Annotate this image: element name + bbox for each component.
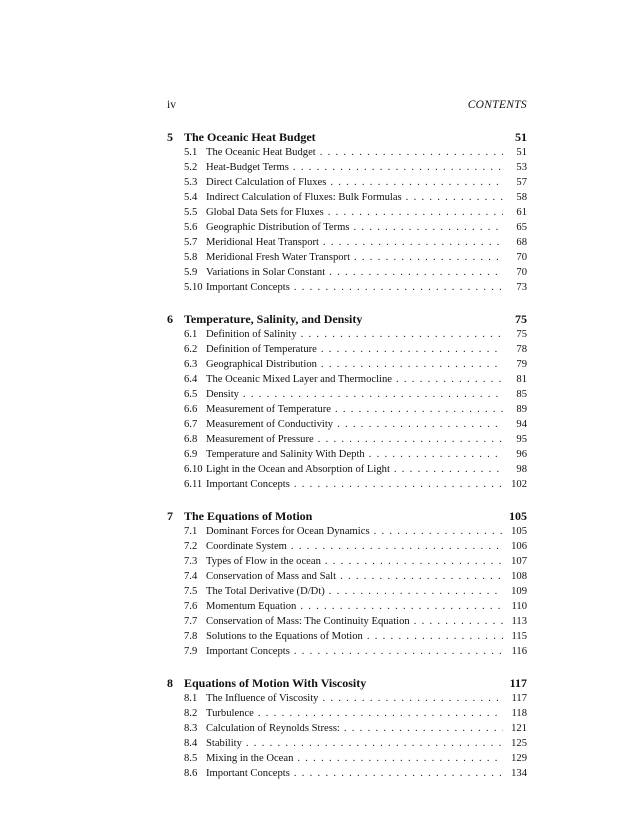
- section-line: [206, 768, 527, 779]
- dot-leader: [323, 237, 503, 248]
- section-line: [206, 556, 527, 567]
- section-title: The Oceanic Heat Budget: [206, 147, 316, 158]
- dot-leader: [328, 207, 503, 218]
- section-line: [206, 419, 527, 430]
- chapter-title: Temperature, Salinity, and Density: [184, 312, 363, 326]
- section-title: The Influence of Viscosity: [206, 693, 319, 704]
- section-page-number: 102: [511, 479, 527, 490]
- section-page-number: 134: [511, 768, 527, 779]
- toc-entry[interactable]: [167, 329, 527, 344]
- section-page-number: 79: [516, 359, 527, 370]
- chapter-block: [167, 130, 527, 297]
- toc-entry[interactable]: [167, 646, 527, 661]
- running-title: CONTENTS: [467, 99, 527, 111]
- section-number: 5.7: [184, 237, 198, 248]
- toc-entry[interactable]: [167, 723, 527, 738]
- dot-leader: [369, 449, 503, 460]
- section-page-number: 68: [516, 237, 527, 248]
- section-page-number: 61: [516, 207, 527, 218]
- dot-leader: [293, 162, 503, 173]
- section-line: [206, 329, 527, 340]
- chapter-block: [167, 676, 527, 783]
- dot-leader: [344, 723, 503, 734]
- section-title: Definition of Salinity: [206, 329, 297, 340]
- toc-entry[interactable]: [167, 222, 527, 237]
- section-line: [206, 207, 527, 218]
- section-page-number: 81: [516, 374, 527, 385]
- toc-entry[interactable]: [167, 389, 527, 404]
- section-title: Density: [206, 389, 239, 400]
- dot-leader: [367, 631, 503, 642]
- section-page-number: 95: [516, 434, 527, 445]
- section-title: Important Concepts: [206, 282, 290, 293]
- section-page-number: 70: [516, 267, 527, 278]
- dot-leader: [329, 267, 503, 278]
- section-title: Dominant Forces for Ocean Dynamics: [206, 526, 370, 537]
- chapter-page-number: 51: [515, 130, 527, 144]
- dot-leader: [301, 329, 503, 340]
- section-page-number: 125: [511, 738, 527, 749]
- toc-entry[interactable]: [167, 267, 527, 282]
- section-number: 7.3: [184, 556, 198, 567]
- toc-entry[interactable]: [167, 464, 527, 479]
- section-line: [206, 147, 527, 158]
- section-page-number: 94: [516, 419, 527, 430]
- section-number: 8.6: [184, 768, 198, 779]
- toc-entry[interactable]: [167, 693, 527, 708]
- section-page-number: 70: [516, 252, 527, 263]
- dot-leader: [337, 419, 503, 430]
- section-number: 5.2: [184, 162, 198, 173]
- dot-leader: [320, 147, 503, 158]
- section-line: [206, 541, 527, 552]
- section-number: 6.5: [184, 389, 198, 400]
- section-title: The Total Derivative (D/Dt): [206, 586, 325, 597]
- section-number: 8.1: [184, 693, 198, 704]
- section-title: Measurement of Conductivity: [206, 419, 334, 430]
- toc-entry[interactable]: [167, 237, 527, 252]
- section-line: [206, 389, 527, 400]
- toc-entry[interactable]: [167, 177, 527, 192]
- section-number: 5.5: [184, 207, 198, 218]
- section-line: [206, 723, 527, 734]
- dot-leader: [318, 434, 503, 445]
- toc-entry[interactable]: [167, 419, 527, 434]
- dot-leader: [297, 753, 503, 764]
- section-line: [206, 616, 527, 627]
- toc-entry[interactable]: [167, 631, 527, 646]
- section-line: [206, 177, 527, 188]
- dot-leader: [294, 282, 503, 293]
- section-title: Direct Calculation of Fluxes: [206, 177, 327, 188]
- section-line: [206, 359, 527, 370]
- section-number: 6.9: [184, 449, 198, 460]
- section-title: Important Concepts: [206, 768, 290, 779]
- section-title: Global Data Sets for Fluxes: [206, 207, 324, 218]
- section-number: 6.3: [184, 359, 198, 370]
- section-number: 6.6: [184, 404, 198, 415]
- section-number: 5.8: [184, 252, 198, 263]
- section-number: 5.6: [184, 222, 198, 233]
- section-line: [206, 344, 527, 355]
- section-number: 6.10: [184, 464, 203, 475]
- toc-entry[interactable]: [167, 434, 527, 449]
- section-number: 8.3: [184, 723, 198, 734]
- toc-entry[interactable]: [167, 616, 527, 631]
- section-page-number: 106: [511, 541, 527, 552]
- section-number: 8.2: [184, 708, 198, 719]
- section-page-number: 117: [511, 693, 527, 704]
- dot-leader: [325, 556, 503, 567]
- section-line: [206, 753, 527, 764]
- toc-entry[interactable]: [167, 571, 527, 586]
- toc-entry[interactable]: [167, 207, 527, 222]
- section-number: 8.4: [184, 738, 198, 749]
- section-title: Definition of Temperature: [206, 344, 317, 355]
- section-line: [206, 237, 527, 248]
- toc-entry[interactable]: [167, 192, 527, 207]
- chapter-page-number: 117: [509, 676, 527, 690]
- section-line: [206, 374, 527, 385]
- section-line: [206, 162, 527, 173]
- chapter-number: 7: [167, 509, 173, 523]
- dot-leader: [294, 479, 503, 490]
- section-line: [206, 738, 527, 749]
- section-number: 5.3: [184, 177, 198, 188]
- section-line: [206, 708, 527, 719]
- section-title: The Oceanic Mixed Layer and Thermocline: [206, 374, 392, 385]
- chapter-number: 6: [167, 312, 173, 326]
- section-title: Solutions to the Equations of Motion: [206, 631, 363, 642]
- section-number: 5.10: [184, 282, 203, 293]
- section-page-number: 108: [511, 571, 527, 582]
- section-page-number: 115: [511, 631, 527, 642]
- section-line: [206, 631, 527, 642]
- chapter-page-number: 75: [515, 312, 527, 326]
- dot-leader: [329, 586, 503, 597]
- section-line: [206, 526, 527, 537]
- dot-leader: [374, 526, 503, 537]
- section-page-number: 118: [511, 708, 527, 719]
- section-line: [206, 252, 527, 263]
- section-number: 7.9: [184, 646, 198, 657]
- section-line: [206, 404, 527, 415]
- toc-entry[interactable]: [167, 738, 527, 753]
- dot-leader: [335, 404, 503, 415]
- section-title: Indirect Calculation of Fluxes: Bulk Formulas: [206, 192, 402, 203]
- section-page-number: 51: [516, 147, 527, 158]
- section-line: [206, 434, 527, 445]
- section-title: Variations in Solar Constant: [206, 267, 326, 278]
- section-page-number: 105: [511, 526, 527, 537]
- page-header: [167, 99, 527, 115]
- section-page-number: 53: [516, 162, 527, 173]
- toc-entry[interactable]: [167, 541, 527, 556]
- section-title: Types of Flow in the ocean: [206, 556, 321, 567]
- section-number: 6.11: [184, 479, 203, 490]
- section-number: 7.7: [184, 616, 198, 627]
- toc-entry[interactable]: [167, 252, 527, 267]
- toc-entry[interactable]: [167, 449, 527, 464]
- section-page-number: 89: [516, 404, 527, 415]
- section-line: [206, 479, 527, 490]
- toc-entry[interactable]: [167, 556, 527, 571]
- toc-entry[interactable]: [167, 359, 527, 374]
- section-number: 7.6: [184, 601, 198, 612]
- section-number: 6.1: [184, 329, 198, 340]
- section-title: Calculation of Reynolds Stress:: [206, 723, 340, 734]
- chapter-block: [167, 312, 527, 494]
- chapter-number: 8: [167, 676, 173, 690]
- section-title: Geographical Distribution: [206, 359, 317, 370]
- section-line: [206, 449, 527, 460]
- section-title: Heat-Budget Terms: [206, 162, 289, 173]
- section-line: [206, 222, 527, 233]
- section-title: Measurement of Temperature: [206, 404, 331, 415]
- section-page-number: 110: [511, 601, 527, 612]
- chapter-title: Equations of Motion With Viscosity: [184, 676, 367, 690]
- section-number: 6.7: [184, 419, 198, 430]
- section-title: Meridional Fresh Water Transport: [206, 252, 351, 263]
- section-line: [206, 267, 527, 278]
- section-page-number: 65: [516, 222, 527, 233]
- section-number: 6.4: [184, 374, 198, 385]
- dot-leader: [354, 252, 503, 263]
- section-page-number: 113: [511, 616, 527, 627]
- section-number: 7.1: [184, 526, 198, 537]
- section-page-number: 129: [511, 753, 527, 764]
- dot-leader: [414, 616, 503, 627]
- section-line: [206, 464, 527, 475]
- section-number: 7.8: [184, 631, 198, 642]
- section-number: 7.4: [184, 571, 198, 582]
- section-title: Important Concepts: [206, 479, 290, 490]
- page-number: iv: [167, 99, 176, 111]
- dot-leader: [354, 222, 503, 233]
- chapter-heading[interactable]: [167, 509, 527, 526]
- section-line: [206, 601, 527, 612]
- toc-entry[interactable]: [167, 374, 527, 389]
- section-line: [206, 282, 527, 293]
- dot-leader: [396, 374, 503, 385]
- chapter-block: [167, 509, 527, 661]
- dot-leader: [246, 738, 503, 749]
- section-line: [206, 586, 527, 597]
- table-of-contents: [167, 130, 527, 798]
- toc-entry[interactable]: [167, 282, 527, 297]
- dot-leader: [330, 177, 503, 188]
- section-number: 8.5: [184, 753, 198, 764]
- section-line: [206, 571, 527, 582]
- toc-entry[interactable]: [167, 344, 527, 359]
- toc-entry[interactable]: [167, 586, 527, 601]
- dot-leader: [294, 646, 503, 657]
- section-page-number: 57: [516, 177, 527, 188]
- section-page-number: 107: [511, 556, 527, 567]
- chapter-number: 5: [167, 130, 173, 144]
- dot-leader: [340, 571, 503, 582]
- section-page-number: 96: [516, 449, 527, 460]
- section-page-number: 109: [511, 586, 527, 597]
- section-page-number: 73: [516, 282, 527, 293]
- section-title: Momentum Equation: [206, 601, 297, 612]
- chapter-page-number: 105: [509, 509, 527, 523]
- toc-entry[interactable]: [167, 147, 527, 162]
- toc-entry[interactable]: [167, 404, 527, 419]
- section-title: Important Concepts: [206, 646, 290, 657]
- section-number: 6.2: [184, 344, 198, 355]
- section-title: Light in the Ocean and Absorption of Light: [206, 464, 390, 475]
- section-page-number: 85: [516, 389, 527, 400]
- section-number: 6.8: [184, 434, 198, 445]
- toc-entry[interactable]: [167, 526, 527, 541]
- section-page-number: 116: [511, 646, 527, 657]
- section-page-number: 121: [511, 723, 527, 734]
- section-title: Meridional Heat Transport: [206, 237, 319, 248]
- dot-leader: [294, 768, 503, 779]
- dot-leader: [394, 464, 503, 475]
- dot-leader: [291, 541, 503, 552]
- dot-leader: [243, 389, 503, 400]
- section-title: Conservation of Mass and Salt: [206, 571, 337, 582]
- section-title: Stability: [206, 738, 242, 749]
- toc-entry[interactable]: [167, 708, 527, 723]
- section-page-number: 78: [516, 344, 527, 355]
- section-number: 7.5: [184, 586, 198, 597]
- toc-entry[interactable]: [167, 768, 527, 783]
- toc-entry[interactable]: [167, 601, 527, 616]
- section-title: Conservation of Mass: The Continuity Equation: [206, 616, 410, 627]
- chapter-heading[interactable]: [167, 130, 527, 147]
- section-title: Coordinate System: [206, 541, 287, 552]
- dot-leader: [406, 192, 503, 203]
- chapter-title: The Equations of Motion: [184, 509, 313, 523]
- toc-entry[interactable]: [167, 162, 527, 177]
- section-title: Temperature and Salinity With Depth: [206, 449, 365, 460]
- section-title: Mixing in the Ocean: [206, 753, 294, 764]
- section-line: [206, 693, 527, 704]
- section-page-number: 58: [516, 192, 527, 203]
- section-title: Measurement of Pressure: [206, 434, 314, 445]
- chapter-heading[interactable]: [167, 312, 527, 329]
- chapter-title: The Oceanic Heat Budget: [184, 130, 316, 144]
- section-number: 7.2: [184, 541, 198, 552]
- dot-leader: [300, 601, 503, 612]
- section-title: Geographic Distribution of Terms: [206, 222, 350, 233]
- toc-entry[interactable]: [167, 479, 527, 494]
- dot-leader: [321, 344, 503, 355]
- section-number: 5.9: [184, 267, 198, 278]
- dot-leader: [321, 359, 503, 370]
- section-page-number: 98: [516, 464, 527, 475]
- toc-entry[interactable]: [167, 753, 527, 768]
- dot-leader: [322, 693, 503, 704]
- section-number: 5.1: [184, 147, 198, 158]
- dot-leader: [258, 708, 503, 719]
- section-page-number: 75: [516, 329, 527, 340]
- section-line: [206, 646, 527, 657]
- section-number: 5.4: [184, 192, 198, 203]
- chapter-heading[interactable]: [167, 676, 527, 693]
- section-line: [206, 192, 527, 203]
- section-title: Turbulence: [206, 708, 254, 719]
